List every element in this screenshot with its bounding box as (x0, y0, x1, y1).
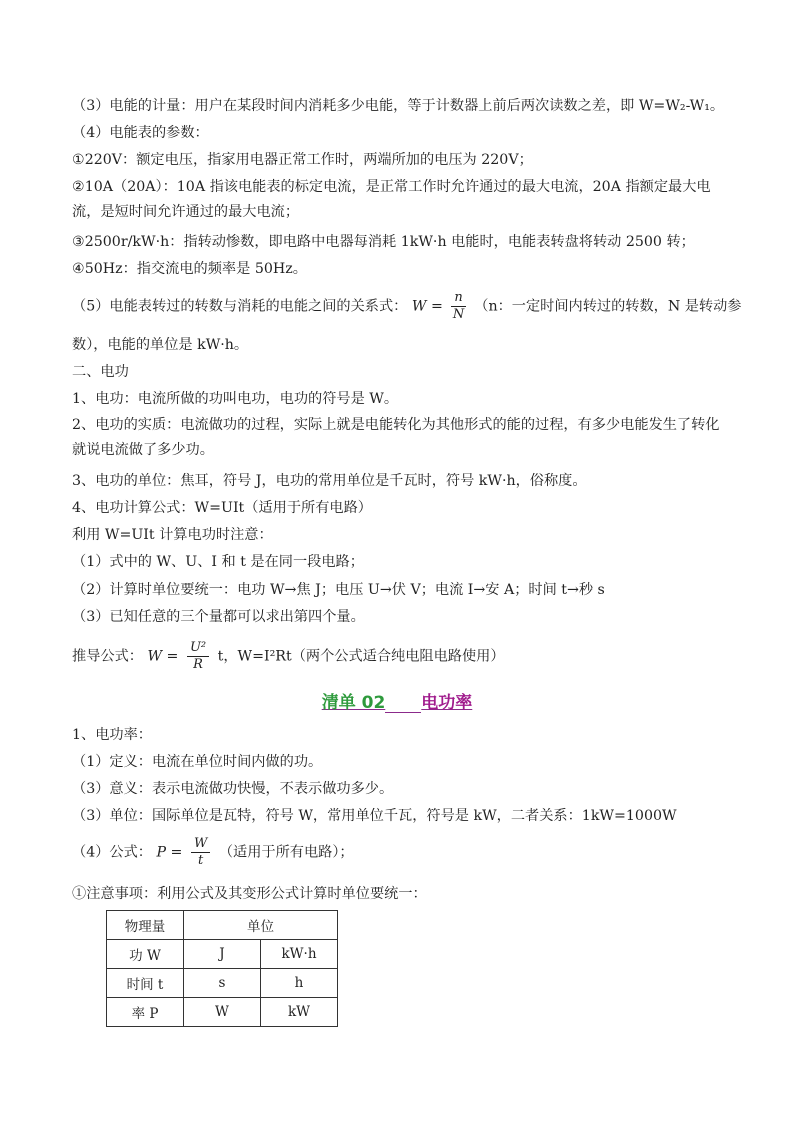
table-row (107, 998, 338, 1027)
table-header-cell: 单位 (184, 911, 338, 940)
text-line: 1、电功率： (72, 727, 152, 743)
text-line: 3、电功的单位：焦耳，符号 J，电功的常用单位是千瓦时，符号 kW·h，俗称度。 (72, 473, 587, 489)
fraction-numerator: W (191, 836, 210, 853)
text-line: 利用 W=UIt 计算电功时注意： (72, 527, 273, 543)
formula-lhs: W = (411, 298, 443, 315)
text-line: （3）单位：国际单位是瓦特，符号 W，常用单位千瓦，符号是 kW，二者关系：1kW=1000W (72, 808, 677, 824)
table-cell: 率 P (107, 998, 184, 1027)
formula-lhs: W = (147, 648, 179, 665)
text-line: （3）已知任意的三个量都可以求出第四个量。 (72, 609, 365, 625)
text-line: （3）意义：表示电流做功快慢，不表示做功多少。 (72, 781, 394, 797)
formula-prefix: （4）公式： (72, 844, 152, 861)
text-paragraph: ②10A（20A）：10A 指该电能表的标定电流，是正常工作时允许通过的最大电流，20A 指额定最大电流，是短时间允许通过的最大电流； (72, 179, 711, 220)
text-line: （3）电能的计量：用户在某段时间内消耗多少电能，等于计数器上前后两次读数之差，即 W=W₂-W₁。 (72, 98, 725, 114)
text-paragraph: 2、电功的实质：电流做功的过程，实际上就是电能转化为其他形式的能的过程，有多少电能发生了转化就说电流做了多少功。 (72, 417, 720, 458)
table-cell: kW (261, 998, 338, 1027)
unit-table (106, 910, 338, 1027)
table-row (107, 940, 338, 969)
fraction-denominator: t (198, 853, 204, 868)
section-title: 二、电功 (72, 364, 129, 380)
formula-suffix: （适用于所有电路）； (218, 844, 354, 861)
fraction (451, 290, 465, 323)
fraction (191, 836, 210, 869)
text-line: 数），电能的单位是 kW·h。 (72, 337, 249, 353)
text-line: ④50Hz：指交流电的频率是 50Hz。 (72, 261, 307, 277)
table-row (107, 969, 338, 998)
table-cell: s (184, 969, 261, 998)
table-cell: 时间 t (107, 969, 184, 998)
text-line: ③2500r/kW·h：指转动惨数，即电路中电器每消耗 1kW·h 电能时，电能表转盘将转动 2500 转； (72, 234, 695, 250)
fraction-denominator: R (193, 657, 203, 672)
fraction (187, 640, 209, 673)
table-cell: W (184, 998, 261, 1027)
text-line: （1）式中的 W、U、I 和 t 是在同一段电路； (72, 554, 364, 570)
fraction-numerator: n (451, 290, 465, 307)
heading-underline-gap (385, 698, 421, 713)
formula-prefix: 推导公式： (72, 648, 143, 665)
text-line: 1、电功：电流所做的功叫电功，电功的符号是 W。 (72, 391, 399, 407)
text-line: （2）计算时单位要统一：电功 W→焦 J；电压 U→伏 V；电流 I→安 A；时间 t→秒 s (72, 582, 605, 598)
text-line: ①220V：额定电压，指家用电器正常工作时，两端所加的电压为 220V； (72, 152, 533, 168)
table-cell: J (184, 940, 261, 969)
text-line: 4、电功计算公式：W=UIt（适用于所有电路） (72, 500, 372, 516)
formula-line (72, 836, 354, 869)
fraction-denominator: N (452, 307, 465, 322)
heading-title: 电功率 (421, 693, 473, 713)
heading-label: 清单 02 (321, 693, 386, 713)
section-heading (0, 688, 794, 713)
formula-suffix: （n：一定时间内转过的转数，N 是转动参 (474, 298, 742, 315)
text-line: ①注意事项：利用公式及其变形公式计算时单位要统一： (72, 886, 427, 902)
table-cell: 功 W (107, 940, 184, 969)
table-header-cell: 物理量 (107, 911, 184, 940)
formula-lhs: P = (156, 844, 183, 861)
formula-line (72, 290, 742, 323)
table-cell: kW·h (261, 940, 338, 969)
text-line: （1）定义：电流在单位时间内做的功。 (72, 754, 323, 770)
table-header-row (107, 911, 338, 940)
formula-prefix: （5）电能表转过的转数与消耗的电能之间的关系式： (72, 298, 408, 315)
formula-suffix: t，W=I²Rt（两个公式适合纯电阻电路使用） (217, 648, 505, 665)
text-line: （4）电能表的参数： (72, 125, 209, 141)
table-cell: h (261, 969, 338, 998)
fraction-numerator: U² (187, 640, 209, 657)
formula-line (72, 640, 505, 673)
